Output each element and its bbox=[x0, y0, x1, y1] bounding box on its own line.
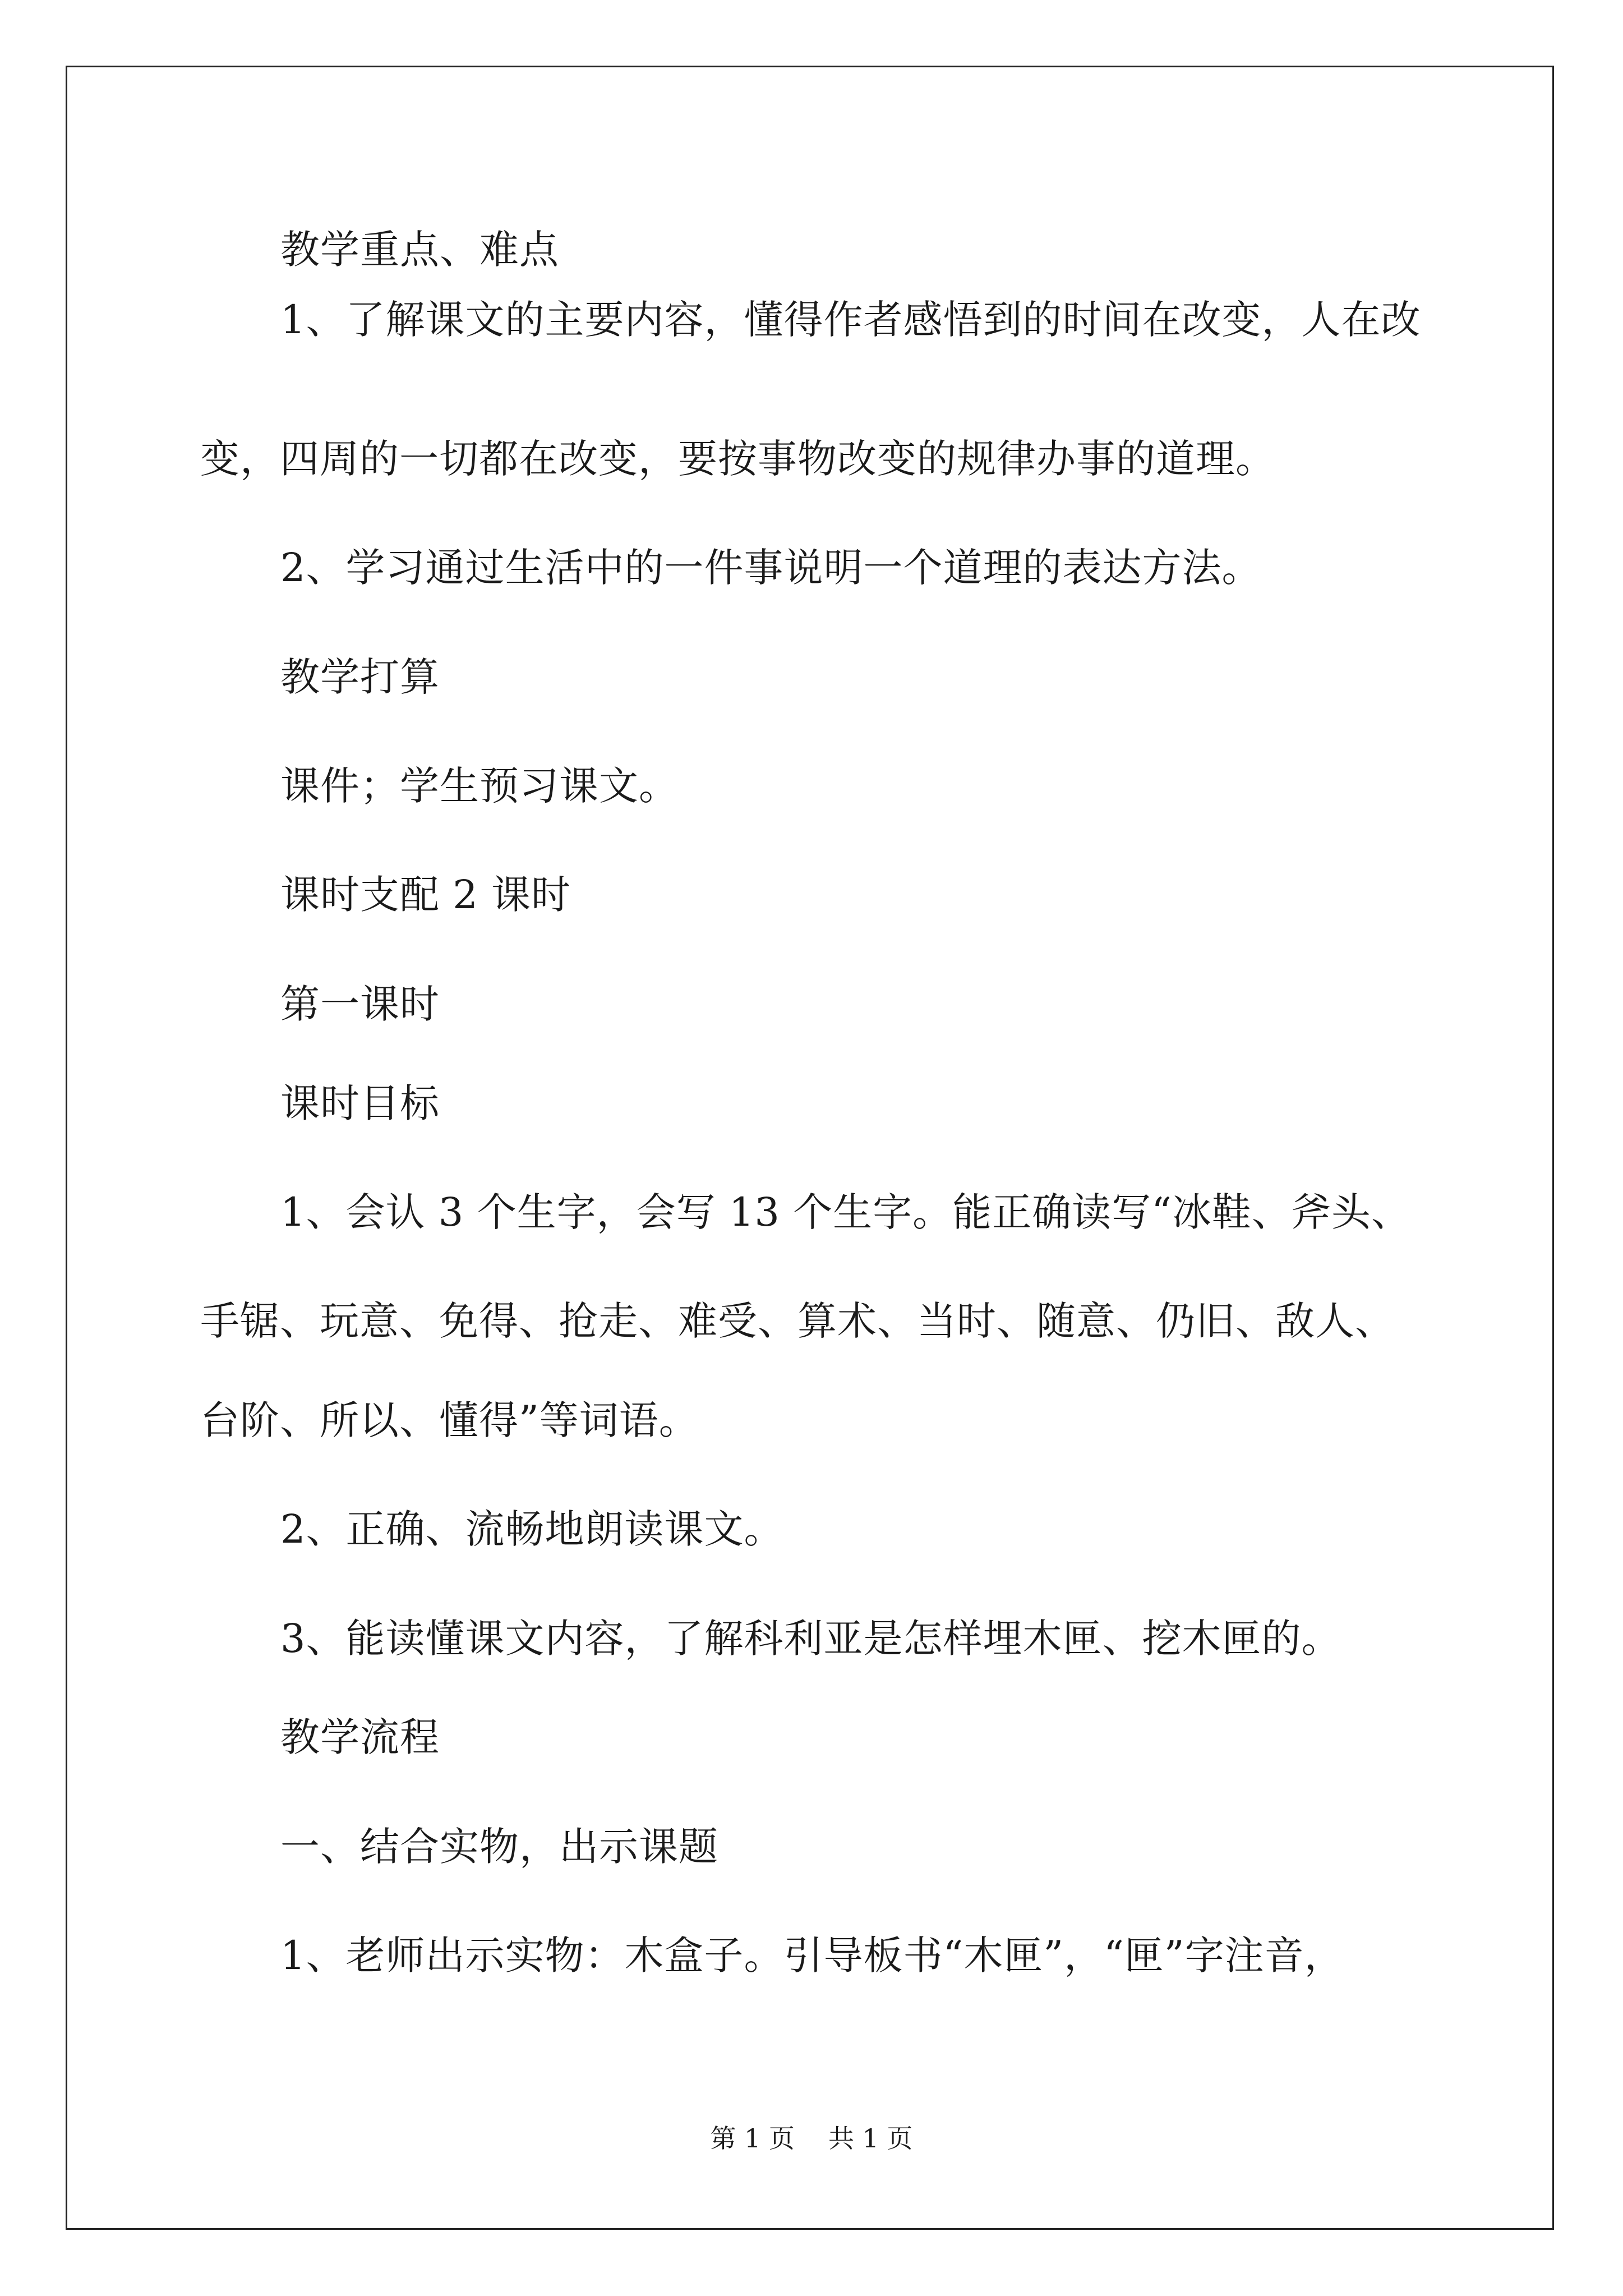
paragraph-line: 1、会认 3 个生字，会写 13 个生字。能正确读写“冰鞋、斧头、 bbox=[280, 1189, 1411, 1235]
section-heading-first-lesson: 第一课时 bbox=[280, 981, 440, 1027]
section-heading-process: 教学流程 bbox=[280, 1714, 440, 1760]
section-heading-preparation: 教学打算 bbox=[280, 654, 440, 700]
paragraph-line: 1、了解课文的主要内容，懂得作者感悟到的时间在改变，人在改 bbox=[280, 297, 1421, 343]
page-number: 第 1 页 bbox=[710, 2123, 795, 2154]
paragraph-line: 台阶、所以、懂得”等词语。 bbox=[200, 1397, 699, 1443]
paragraph-line: 课时支配 2 课时 bbox=[280, 872, 571, 918]
page-total: 共 1 页 bbox=[828, 2123, 913, 2154]
paragraph-line: 2、正确、流畅地朗读课文。 bbox=[280, 1506, 784, 1552]
paragraph-line: 变，四周的一切都在改变，要按事物改变的规律办事的道理。 bbox=[200, 436, 1275, 482]
section-heading-objectives: 课时目标 bbox=[280, 1080, 440, 1126]
page-footer bbox=[0, 2122, 1623, 2155]
paragraph-line: 课件；学生预习课文。 bbox=[280, 763, 679, 809]
paragraph-line: 3、能读懂课文内容，了解科利亚是怎样埋木匣、挖木匣的。 bbox=[280, 1616, 1341, 1662]
paragraph-line: 1、老师出示实物：木盒子。引导板书“木匣”，“匣”字注音， bbox=[280, 1932, 1344, 1978]
paragraph-line: 手锯、玩意、免得、抢走、难受、算术、当时、随意、仍旧、敌人、 bbox=[200, 1298, 1395, 1344]
paragraph-line: 2、学习通过生活中的一件事说明一个道理的表达方法。 bbox=[280, 545, 1262, 591]
paragraph-line: 一、结合实物，出示课题 bbox=[280, 1824, 718, 1870]
section-heading-key-points: 教学重点、难点 bbox=[280, 227, 559, 273]
page-border bbox=[66, 66, 1554, 2230]
